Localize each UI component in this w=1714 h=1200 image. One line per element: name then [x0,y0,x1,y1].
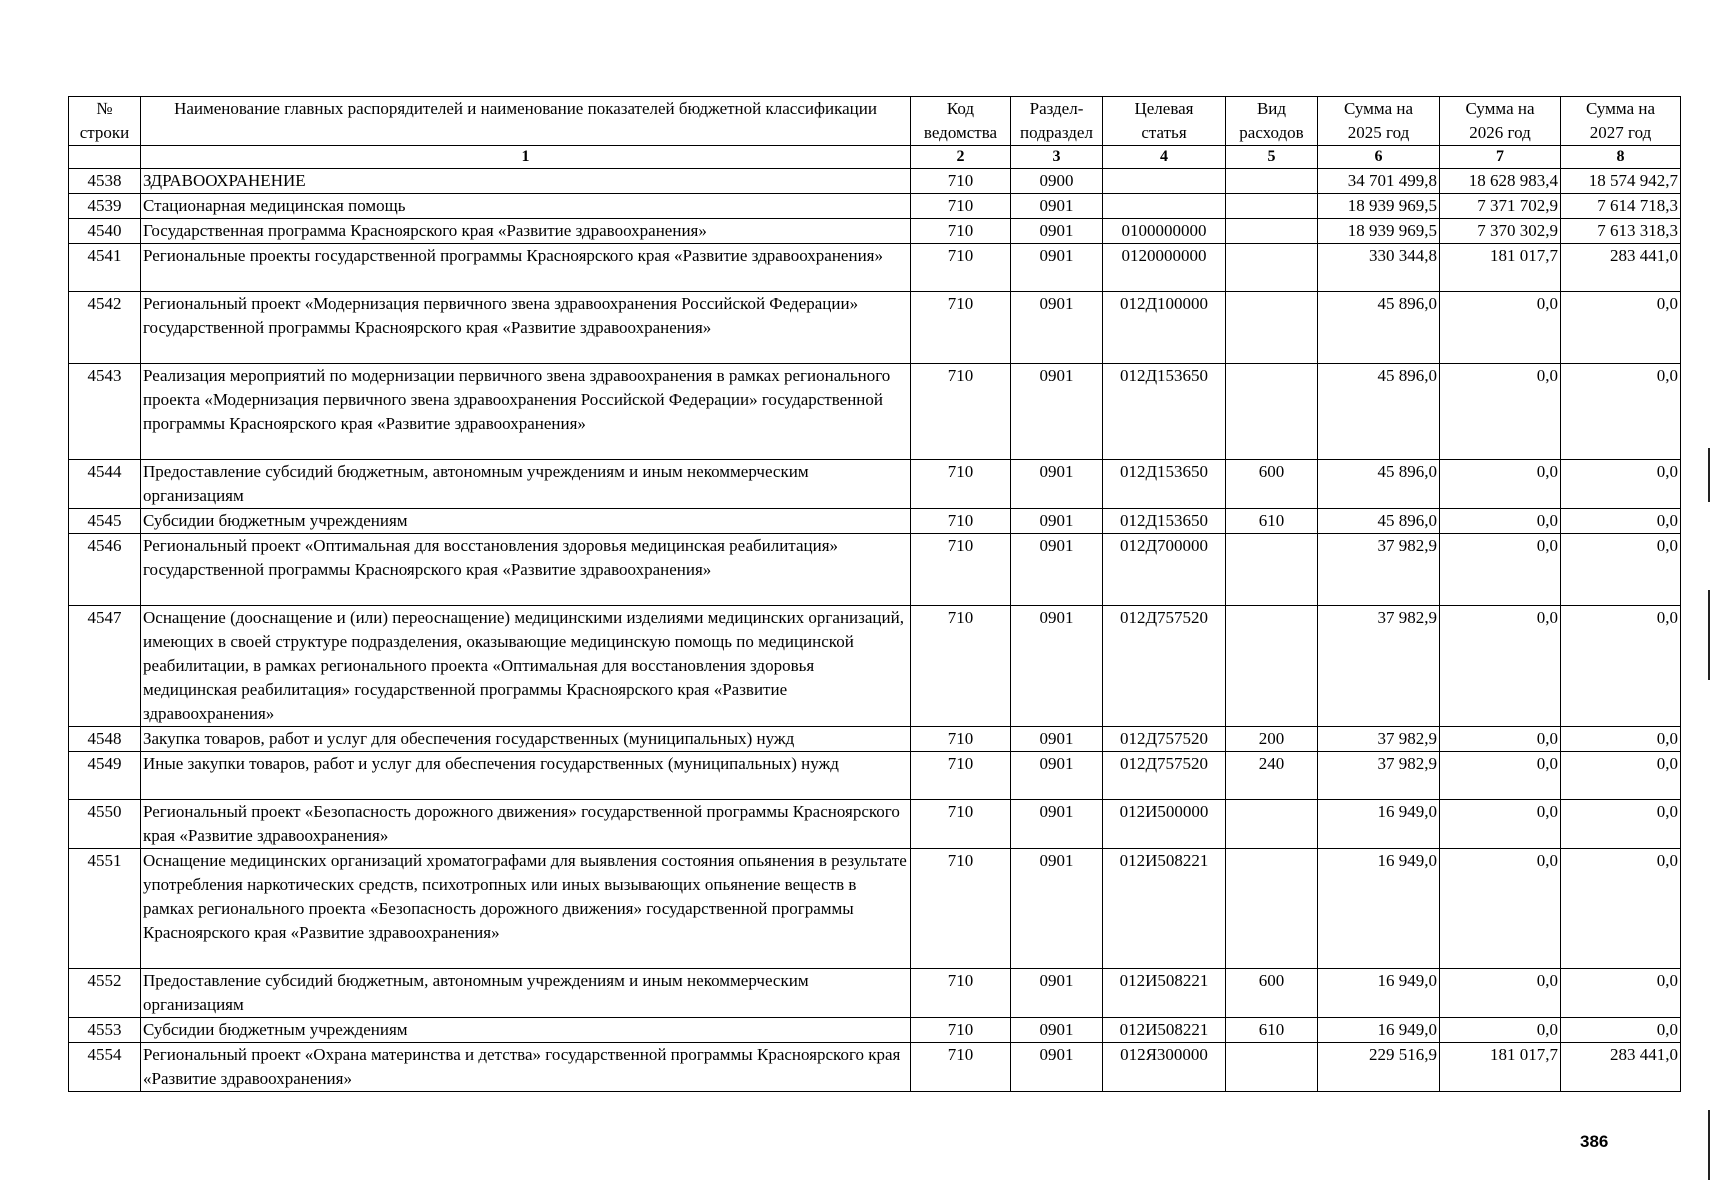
dept-code-cell: 710 [911,169,1011,194]
sum-2025-cell: 18 939 969,5 [1318,219,1440,244]
sum-2025-cell: 45 896,0 [1318,460,1440,509]
target-article-cell: 0100000000 [1103,219,1226,244]
column-number: 6 [1318,146,1440,169]
page-number: 386 [1580,1132,1609,1151]
target-article-cell: 012Д700000 [1103,534,1226,606]
row-name-cell: Иные закупки товаров, работ и услуг для обеспечения государственных (муниципальных) нужд [141,752,911,800]
table-row [69,752,1681,800]
table-row [69,169,1681,194]
sum-2026-cell: 181 017,7 [1440,1043,1561,1092]
sum-2025-cell: 18 939 969,5 [1318,194,1440,219]
dept-code-cell: 710 [911,534,1011,606]
sum-2025-cell: 45 896,0 [1318,364,1440,460]
target-article-cell: 012И500000 [1103,800,1226,849]
sum-2027-cell: 0,0 [1561,1018,1681,1043]
row-number-cell: 4550 [69,800,141,849]
sum-2025-cell: 16 949,0 [1318,1018,1440,1043]
table-body [69,169,1681,1092]
dept-code-cell: 710 [911,1043,1011,1092]
sum-2026-cell: 7 371 702,9 [1440,194,1561,219]
sum-2027-cell: 0,0 [1561,460,1681,509]
row-name-cell: Оснащение (дооснащение и (или) переоснащение) медицинскими изделиями медицинских организаций, имеющих в своей структуре подразделения, оказывающие медицинскую помощь по медицинской реабилитации, в рамках регионального проекта «Оптимальная для восстановления здоровья медицинская реабилитация» государственной программы Красноярского края «Развитие здравоохранения» [141,606,911,727]
sum-2027-cell: 0,0 [1561,534,1681,606]
row-number-cell: 4548 [69,727,141,752]
sum-2027-cell: 0,0 [1561,606,1681,727]
target-article-cell: 012Д100000 [1103,292,1226,364]
target-article-cell: 012Д153650 [1103,364,1226,460]
sum-2026-cell: 0,0 [1440,509,1561,534]
row-number-cell: 4549 [69,752,141,800]
section-cell: 0901 [1011,534,1103,606]
column-number: 1 [141,146,911,169]
sum-2026-cell: 181 017,7 [1440,244,1561,292]
expense-type-cell [1226,606,1318,727]
expense-type-cell [1226,1043,1318,1092]
section-cell: 0901 [1011,292,1103,364]
header-expense-type: Вид расходов [1226,97,1318,146]
expense-type-cell [1226,244,1318,292]
table-row [69,606,1681,727]
expense-type-cell [1226,194,1318,219]
header-row-number: № строки [69,97,141,146]
expense-type-cell [1226,219,1318,244]
header-dept-code: Код ведомства [911,97,1011,146]
header-sum-2025: Сумма на 2025 год [1318,97,1440,146]
sum-2026-cell: 0,0 [1440,800,1561,849]
table-header-row [69,97,1681,146]
header-target-article: Целевая статья [1103,97,1226,146]
dept-code-cell: 710 [911,849,1011,969]
dept-code-cell: 710 [911,752,1011,800]
header-sum-2027: Сумма на 2027 год [1561,97,1681,146]
target-article-cell: 012Я300000 [1103,1043,1226,1092]
target-article-cell: 012И508221 [1103,849,1226,969]
row-number-cell: 4541 [69,244,141,292]
scan-edge-mark [1708,590,1710,680]
dept-code-cell: 710 [911,292,1011,364]
sum-2027-cell: 0,0 [1561,292,1681,364]
row-name-cell: Государственная программа Красноярского края «Развитие здравоохранения» [141,219,911,244]
target-article-cell [1103,194,1226,219]
column-number [69,146,141,169]
sum-2025-cell: 37 982,9 [1318,606,1440,727]
target-article-cell: 012Д757520 [1103,727,1226,752]
sum-2025-cell: 45 896,0 [1318,292,1440,364]
target-article-cell: 012И508221 [1103,969,1226,1018]
table-row [69,364,1681,460]
dept-code-cell: 710 [911,800,1011,849]
dept-code-cell: 710 [911,1018,1011,1043]
expense-type-cell: 600 [1226,969,1318,1018]
table-row [69,460,1681,509]
table-row [69,969,1681,1018]
sum-2027-cell: 7 613 318,3 [1561,219,1681,244]
dept-code-cell: 710 [911,509,1011,534]
sum-2027-cell: 0,0 [1561,849,1681,969]
scan-edge-mark [1708,448,1710,502]
sum-2026-cell: 0,0 [1440,1018,1561,1043]
table-row [69,292,1681,364]
sum-2025-cell: 16 949,0 [1318,849,1440,969]
row-number-cell: 4540 [69,219,141,244]
section-cell: 0901 [1011,969,1103,1018]
section-cell: 0901 [1011,752,1103,800]
target-article-cell: 012Д757520 [1103,606,1226,727]
expense-type-cell [1226,849,1318,969]
row-name-cell: Предоставление субсидий бюджетным, автономным учреждениям и иным некоммерческим организациям [141,969,911,1018]
table-row [69,1043,1681,1092]
expense-type-cell [1226,534,1318,606]
row-number-cell: 4553 [69,1018,141,1043]
expense-type-cell [1226,169,1318,194]
row-number-cell: 4546 [69,534,141,606]
header-name: Наименование главных распорядителей и наименование показателей бюджетной классификации [141,97,911,146]
row-number-cell: 4552 [69,969,141,1018]
sum-2026-cell: 0,0 [1440,752,1561,800]
sum-2027-cell: 0,0 [1561,752,1681,800]
section-cell: 0901 [1011,606,1103,727]
sum-2027-cell: 18 574 942,7 [1561,169,1681,194]
row-number-cell: 4544 [69,460,141,509]
section-cell: 0901 [1011,849,1103,969]
row-name-cell: Предоставление субсидий бюджетным, автономным учреждениям и иным некоммерческим организациям [141,460,911,509]
row-number-cell: 4551 [69,849,141,969]
target-article-cell: 012Д757520 [1103,752,1226,800]
table-row [69,849,1681,969]
row-name-cell: Региональный проект «Оптимальная для восстановления здоровья медицинская реабилитация» государственной программы Красноярского края «Развитие здравоохранения» [141,534,911,606]
expense-type-cell: 600 [1226,460,1318,509]
section-cell: 0901 [1011,800,1103,849]
row-name-cell: Региональный проект «Безопасность дорожного движения» государственной программы Красноярского края «Развитие здравоохранения» [141,800,911,849]
column-number: 3 [1011,146,1103,169]
row-name-cell: Региональные проекты государственной программы Красноярского края «Развитие здравоохранения» [141,244,911,292]
section-cell: 0901 [1011,1018,1103,1043]
sum-2026-cell: 0,0 [1440,460,1561,509]
sum-2027-cell: 0,0 [1561,364,1681,460]
table-row [69,1018,1681,1043]
sum-2027-cell: 283 441,0 [1561,244,1681,292]
row-name-cell: Региональный проект «Охрана материнства и детства» государственной программы Красноярского края «Развитие здравоохранения» [141,1043,911,1092]
sum-2026-cell: 0,0 [1440,969,1561,1018]
column-number: 7 [1440,146,1561,169]
table-row [69,509,1681,534]
sum-2027-cell: 7 614 718,3 [1561,194,1681,219]
table-row [69,727,1681,752]
sum-2026-cell: 7 370 302,9 [1440,219,1561,244]
expense-type-cell [1226,800,1318,849]
expense-type-cell [1226,364,1318,460]
column-number: 8 [1561,146,1681,169]
row-name-cell: Субсидии бюджетным учреждениям [141,1018,911,1043]
sum-2025-cell: 37 982,9 [1318,752,1440,800]
target-article-cell: 0120000000 [1103,244,1226,292]
dept-code-cell: 710 [911,219,1011,244]
row-number-cell: 4545 [69,509,141,534]
dept-code-cell: 710 [911,727,1011,752]
row-name-cell: Оснащение медицинских организаций хроматографами для выявления состояния опьянения в результате употребления наркотических средств, психотропных или иных вызывающих опьянение веществ в рамках регионального проекта «Безопасность дорожного движения» государственной программы Красноярского края «Развитие здравоохранения» [141,849,911,969]
sum-2027-cell: 0,0 [1561,509,1681,534]
sum-2026-cell: 0,0 [1440,849,1561,969]
header-section: Раздел- подраздел [1011,97,1103,146]
section-cell: 0901 [1011,509,1103,534]
sum-2026-cell: 18 628 983,4 [1440,169,1561,194]
section-cell: 0901 [1011,244,1103,292]
target-article-cell [1103,169,1226,194]
sum-2026-cell: 0,0 [1440,606,1561,727]
dept-code-cell: 710 [911,606,1011,727]
row-name-cell: Региональный проект «Модернизация первичного звена здравоохранения Российской Федерации» государственной программы Красноярского края «Развитие здравоохранения» [141,292,911,364]
dept-code-cell: 710 [911,460,1011,509]
sum-2027-cell: 283 441,0 [1561,1043,1681,1092]
sum-2025-cell: 330 344,8 [1318,244,1440,292]
sum-2027-cell: 0,0 [1561,727,1681,752]
row-number-cell: 4547 [69,606,141,727]
expense-type-cell: 610 [1226,1018,1318,1043]
expense-type-cell: 240 [1226,752,1318,800]
row-name-cell: Закупка товаров, работ и услуг для обеспечения государственных (муниципальных) нужд [141,727,911,752]
sum-2025-cell: 16 949,0 [1318,969,1440,1018]
row-number-cell: 4543 [69,364,141,460]
row-name-cell: Стационарная медицинская помощь [141,194,911,219]
target-article-cell: 012Д153650 [1103,460,1226,509]
dept-code-cell: 710 [911,194,1011,219]
sum-2026-cell: 0,0 [1440,534,1561,606]
expense-type-cell [1226,292,1318,364]
table-row [69,219,1681,244]
section-cell: 0901 [1011,460,1103,509]
column-number: 4 [1103,146,1226,169]
column-number: 2 [911,146,1011,169]
table-row [69,800,1681,849]
sum-2026-cell: 0,0 [1440,364,1561,460]
sum-2025-cell: 45 896,0 [1318,509,1440,534]
dept-code-cell: 710 [911,364,1011,460]
sum-2027-cell: 0,0 [1561,969,1681,1018]
table-row [69,194,1681,219]
sum-2027-cell: 0,0 [1561,800,1681,849]
section-cell: 0900 [1011,169,1103,194]
budget-table [68,96,1681,1092]
section-cell: 0901 [1011,727,1103,752]
row-number-cell: 4554 [69,1043,141,1092]
sum-2025-cell: 229 516,9 [1318,1043,1440,1092]
sum-2025-cell: 37 982,9 [1318,534,1440,606]
sum-2026-cell: 0,0 [1440,292,1561,364]
scan-edge-mark [1708,1110,1710,1180]
expense-type-cell: 610 [1226,509,1318,534]
column-number: 5 [1226,146,1318,169]
sum-2025-cell: 37 982,9 [1318,727,1440,752]
column-numbers-row [69,146,1681,169]
table-row [69,534,1681,606]
expense-type-cell: 200 [1226,727,1318,752]
section-cell: 0901 [1011,1043,1103,1092]
row-number-cell: 4539 [69,194,141,219]
dept-code-cell: 710 [911,244,1011,292]
dept-code-cell: 710 [911,969,1011,1018]
table-row [69,244,1681,292]
section-cell: 0901 [1011,219,1103,244]
row-name-cell: ЗДРАВООХРАНЕНИЕ [141,169,911,194]
row-number-cell: 4542 [69,292,141,364]
row-name-cell: Субсидии бюджетным учреждениям [141,509,911,534]
sum-2026-cell: 0,0 [1440,727,1561,752]
section-cell: 0901 [1011,364,1103,460]
row-number-cell: 4538 [69,169,141,194]
sum-2025-cell: 16 949,0 [1318,800,1440,849]
row-name-cell: Реализация мероприятий по модернизации первичного звена здравоохранения в рамках регионального проекта «Модернизация первичного звена здравоохранения Российской Федерации» государственной программы Красноярского края «Развитие здравоохранения» [141,364,911,460]
target-article-cell: 012Д153650 [1103,509,1226,534]
target-article-cell: 012И508221 [1103,1018,1226,1043]
sum-2025-cell: 34 701 499,8 [1318,169,1440,194]
header-sum-2026: Сумма на 2026 год [1440,97,1561,146]
section-cell: 0901 [1011,194,1103,219]
